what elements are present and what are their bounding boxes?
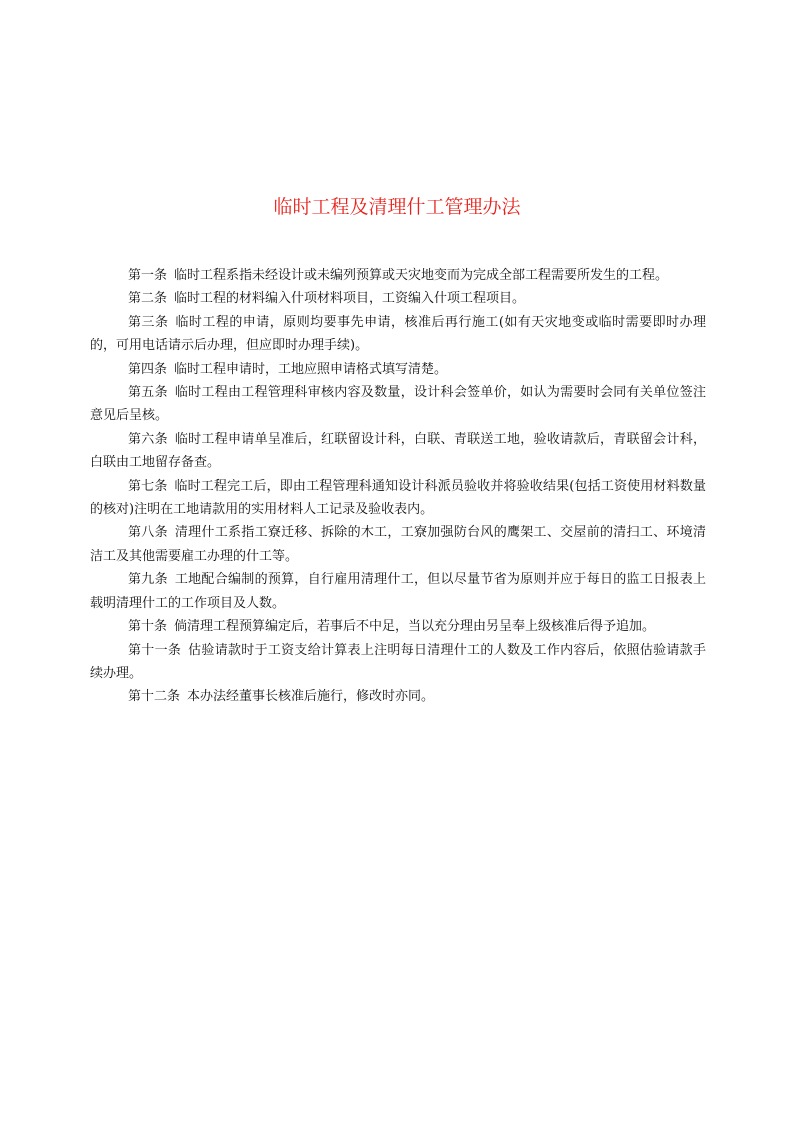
article-number: 第十二条 [128, 689, 181, 705]
article-number: 第六条 [128, 431, 168, 447]
article-text: 本办法经董事长核准后施行，修改时亦同。 [187, 689, 435, 705]
article-number: 第七条 [128, 478, 168, 494]
article-number: 第十一条 [128, 642, 182, 658]
article-text: 清理什工系指工寮迁移、拆除的木工，工寮加强防台风的鹰架工、交屋前的清扫工、环境清洁工及其他需要雇工办理的什工等。 [90, 525, 706, 564]
article-2 [90, 287, 706, 310]
article-11 [90, 639, 706, 686]
article-number: 第九条 [128, 572, 168, 588]
article-9 [90, 568, 706, 615]
article-12 [90, 685, 706, 708]
article-text: 估验请款时于工资支给计算表上注明每日清理什工的人数及工作内容后，依照估验请款手续办理。 [90, 642, 706, 681]
article-number: 第一条 [128, 268, 168, 283]
article-10 [90, 615, 706, 638]
article-1 [90, 264, 706, 287]
article-4 [90, 358, 706, 381]
article-number: 第四条 [128, 361, 168, 377]
article-text: 临时工程申请时，工地应照申请格式填写清楚。 [174, 361, 448, 377]
document-title: 临时工程及清理什工管理办法 [273, 196, 521, 218]
article-text: 倘清理工程预算编定后，若事后不中足，当以充分理由另呈奉上级核准后得予追加。 [174, 619, 656, 635]
article-6 [90, 428, 706, 475]
article-number: 第二条 [128, 291, 168, 307]
article-text: 临时工程的材料编入什项材料项目，工资编入什项工程项目。 [174, 291, 526, 307]
article-text: 临时工程系指未经设计或未编列预算或天灾地变而为完成全部工程需要所发生的工程。 [174, 268, 669, 283]
article-7 [90, 475, 706, 522]
article-number: 第五条 [128, 385, 168, 401]
article-8 [90, 521, 706, 568]
article-5 [90, 381, 706, 428]
article-number: 第三条 [128, 314, 169, 330]
article-text: 工地配合编制的预算，自行雇用清理什工，但以尽量节省为原则并应于每日的监工日报表上载明清理什工的工作项目及人数。 [90, 572, 706, 611]
article-number: 第十条 [128, 619, 168, 635]
article-list [90, 264, 706, 709]
article-text: 临时工程申请单呈准后，红联留设计科，白联、青联送工地，验收请款后，青联留会计科，白联由工地留存备查。 [90, 431, 706, 471]
article-text: 临时工程完工后，即由工程管理科通知设计科派员验收并将验收结果(包括工资使用材料数量的核对)注明在工地请款用的实用材料人工记录及验收表内。 [90, 478, 706, 518]
article-3 [90, 311, 706, 358]
article-number: 第八条 [128, 525, 168, 541]
article-text: 临时工程的申请，原则均要事先申请，核准后再行施工(如有天灾地变或临时需要即时办理的，可用电话请示后办理，但应即时办理手续)。 [90, 314, 706, 354]
article-text: 临时工程由工程管理科审核内容及数量，设计科会签单价，如认为需要时会同有关单位签注意见后呈核。 [90, 385, 706, 424]
